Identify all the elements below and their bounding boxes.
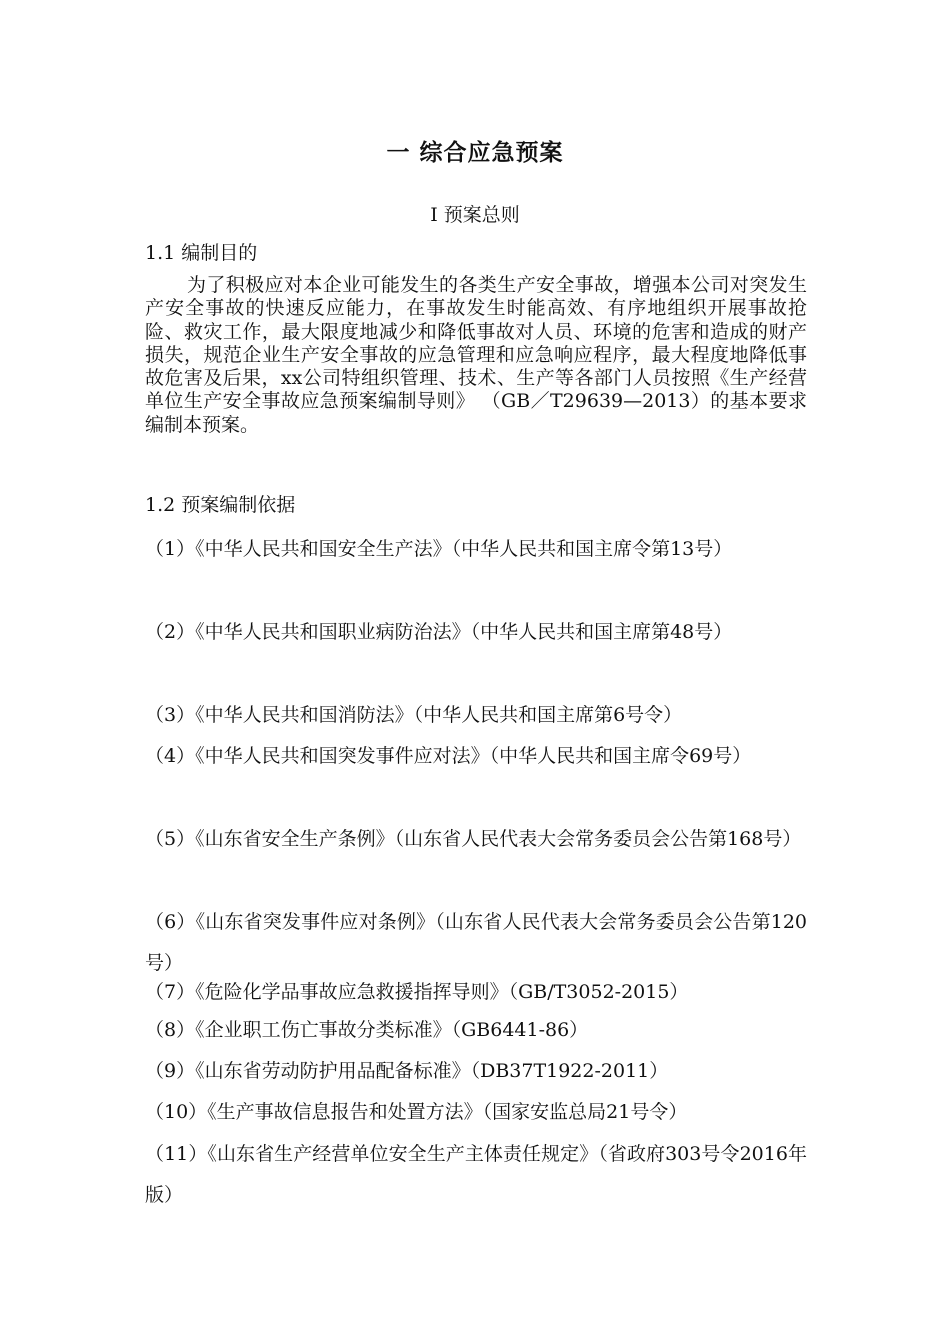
document-title: 一 综合应急预案 [386,140,564,166]
section-heading: Ⅰ 预案总则 [430,204,520,226]
reference-item: （2）《中华人民共和国职业病防治法》（中华人民共和国主席第48号） [145,621,733,643]
reference-item: （9）《山东省劳动防护用品配备标准》（DB37T1922-2011） [145,1060,669,1082]
reference-item: （4）《中华人民共和国突发事件应对法》（中华人民共和国主席令69号） [145,745,752,767]
reference-item: （6）《山东省突发事件应对条例》（山东省人民代表大会常务委员会公告第120号） [145,911,807,974]
heading-1-2: 1.2 预案编制依据 [145,494,296,516]
reference-item: （5）《山东省安全生产条例》（山东省人民代表大会常务委员会公告第168号） [145,828,802,850]
reference-item: （8）《企业职工伤亡事故分类标准》（GB6441-86） [145,1019,589,1041]
reference-item: （10）《生产事故信息报告和处置方法》（国家安监总局21号令） [145,1101,688,1123]
reference-item: （3）《中华人民共和国消防法》（中华人民共和国主席第6号令） [145,704,683,726]
reference-item: （11）《山东省生产经营单位安全生产主体责任规定》（省政府303号令2016年版） [145,1143,807,1206]
heading-1-1: 1.1 编制目的 [145,242,258,264]
reference-item: （1）《中华人民共和国安全生产法》（中华人民共和国主席令第13号） [145,538,733,560]
paragraph-purpose: 为了积极应对本企业可能发生的各类生产安全事故，增强本公司对突发生产安全事故的快速反应能力，在事故发生时能高效、有序地组织开展事故抢险、救灾工作，最大限度地减少和降低事故对人员、环境的危害和造成的财产损失，规范企业生产安全事故的应急管理和应急响应程序，最大程度地降低事故危害及后果，xx公司特组织管理、技术、生产等各部门人员按照《生产经营单位生产安全事故应急预案编制导则》 （GB／T29639—2013）的基本要求编制本预案。 [145,274,807,436]
reference-item: （7）《危险化学品事故应急救援指挥导则》（GB/T3052-2015） [145,981,689,1003]
